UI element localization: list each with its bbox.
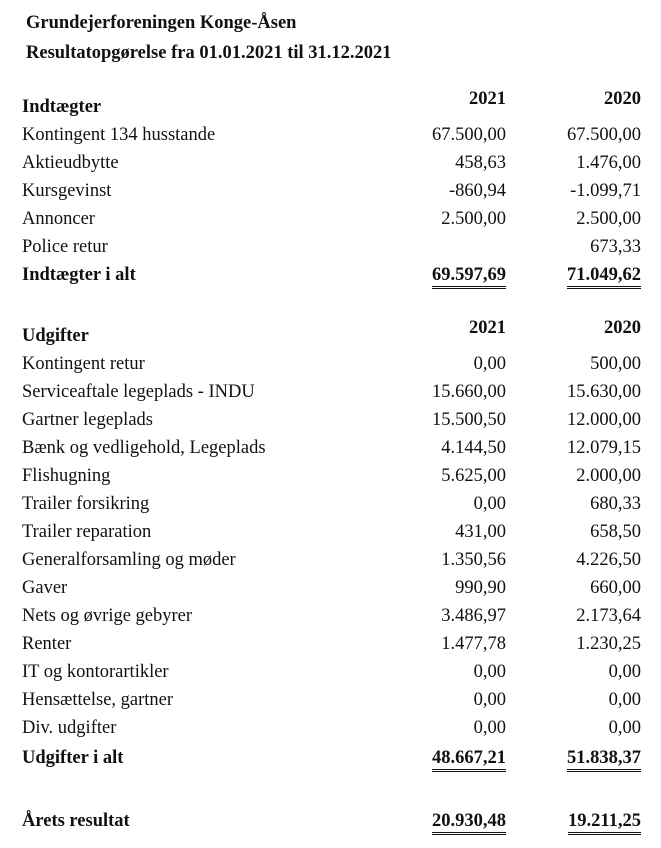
- expense-row-value-2021: 15.660,00: [432, 382, 506, 402]
- expense-row-value-2020: 2.000,00: [576, 466, 641, 486]
- expense-row-label: IT og kontorartikler: [22, 662, 169, 682]
- expenses-total-2021: 48.667,21: [432, 748, 506, 772]
- expense-row-value-2021: 5.625,00: [441, 466, 506, 486]
- expense-row-label: Trailer forsikring: [22, 494, 150, 514]
- income-total-2021: 69.597,69: [432, 265, 506, 289]
- expenses-year-2021: 2021: [469, 318, 506, 338]
- expense-row-value-2021: 0,00: [473, 494, 506, 514]
- expense-row-value-2021: 431,00: [455, 522, 506, 542]
- income-row-label: Aktieudbytte: [22, 153, 119, 173]
- expense-row-value-2021: 0,00: [473, 354, 506, 374]
- expense-row-label: Kontingent retur: [22, 354, 145, 374]
- result-2021: 20.930,48: [432, 811, 506, 835]
- expense-row-label: Gartner legeplads: [22, 410, 153, 430]
- result-label: Årets resultat: [22, 811, 130, 831]
- expense-row-label: Trailer reparation: [22, 522, 152, 542]
- income-row-value-2021: 67.500,00: [432, 125, 506, 145]
- income-row-value-2020: 2.500,00: [576, 209, 641, 229]
- income-total-label: Indtægter i alt: [22, 265, 136, 285]
- income-heading: Indtægter: [22, 97, 102, 117]
- income-row-value-2020: 1.476,00: [576, 153, 641, 173]
- expense-row-label: Div. udgifter: [22, 718, 117, 738]
- expense-row-label: Generalforsamling og møder: [22, 550, 236, 570]
- income-row-label: Annoncer: [22, 209, 95, 229]
- expense-row-value-2020: 2.173,64: [576, 606, 641, 626]
- expense-row-value-2020: 0,00: [608, 690, 641, 710]
- income-row-value-2021: 2.500,00: [441, 209, 506, 229]
- income-row-value-2020: -1.099,71: [570, 181, 641, 201]
- expense-row-value-2021: 1.350,56: [441, 550, 506, 570]
- income-row-label: Kontingent 134 husstande: [22, 125, 216, 145]
- expense-row-label: Flishugning: [22, 466, 111, 486]
- expense-row-value-2020: 658,50: [590, 522, 641, 542]
- income-row-value-2020: 673,33: [590, 237, 641, 257]
- expense-row-label: Serviceaftale legeplads - INDU: [22, 382, 255, 402]
- expense-row-value-2021: 3.486,97: [441, 606, 506, 626]
- expense-row-value-2020: 15.630,00: [567, 382, 641, 402]
- income-row-label: Police retur: [22, 237, 108, 257]
- expense-row-value-2020: 0,00: [608, 718, 641, 738]
- expense-row-label: Nets og øvrige gebyrer: [22, 606, 193, 626]
- expense-row-value-2020: 660,00: [590, 578, 641, 598]
- expense-row-value-2020: 1.230,25: [576, 634, 641, 654]
- expense-row-value-2021: 990,90: [455, 578, 506, 598]
- income-row-value-2021: -860,94: [448, 181, 506, 201]
- expense-row-value-2021: 0,00: [473, 662, 506, 682]
- expense-row-label: Hensættelse, gartner: [22, 690, 174, 710]
- statement-subtitle: Resultatopgørelse fra 01.01.2021 til 31.12.2021: [26, 43, 392, 63]
- expense-row-value-2020: 500,00: [590, 354, 641, 374]
- expense-row-value-2021: 15.500,50: [432, 410, 506, 430]
- expense-row-value-2020: 4.226,50: [576, 550, 641, 570]
- expense-row-value-2020: 12.079,15: [567, 438, 641, 458]
- expense-row-value-2021: 0,00: [473, 718, 506, 738]
- expenses-total-2020: 51.838,37: [567, 748, 641, 772]
- income-row-label: Kursgevinst: [22, 181, 112, 201]
- expense-row-value-2021: 0,00: [473, 690, 506, 710]
- result-2020: 19.211,25: [568, 811, 641, 835]
- expense-row-value-2020: 0,00: [608, 662, 641, 682]
- expense-row-value-2020: 680,33: [590, 494, 641, 514]
- expenses-heading: Udgifter: [22, 326, 89, 346]
- organization-title: Grundejerforeningen Konge-Åsen: [26, 13, 297, 33]
- expense-row-label: Bænk og vedligehold, Legeplads: [22, 438, 266, 458]
- expenses-year-2020: 2020: [604, 318, 641, 338]
- expense-row-label: Renter: [22, 634, 72, 654]
- expense-row-label: Gaver: [22, 578, 68, 598]
- expenses-total-label: Udgifter i alt: [22, 748, 124, 768]
- expense-row-value-2021: 4.144,50: [441, 438, 506, 458]
- income-row-value-2021: 458,63: [455, 153, 506, 173]
- expense-row-value-2020: 12.000,00: [567, 410, 641, 430]
- expense-row-value-2021: 1.477,78: [441, 634, 506, 654]
- income-year-2020: 2020: [604, 89, 641, 109]
- income-row-value-2020: 67.500,00: [567, 125, 641, 145]
- income-total-2020: 71.049,62: [567, 265, 641, 289]
- income-year-2021: 2021: [469, 89, 506, 109]
